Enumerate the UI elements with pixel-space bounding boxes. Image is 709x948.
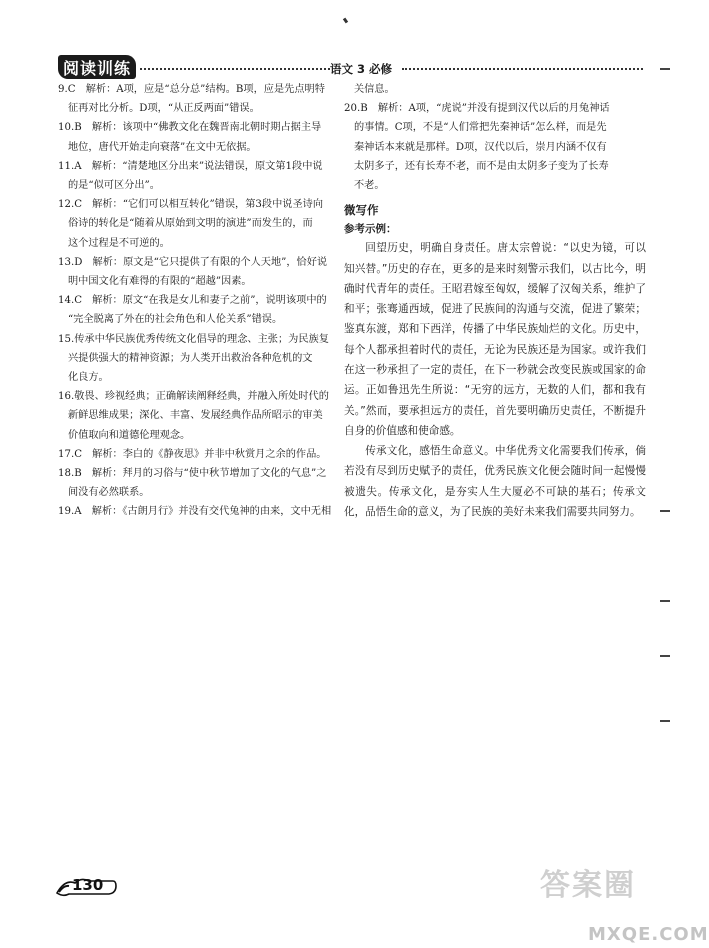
answer-line: 征再对比分析。D项，“从正反两面”错误。 (68, 103, 260, 115)
essay-line: 传承文化，感悟生命意义。中华优秀文化需要我们传 (365, 445, 614, 458)
answer-line: 16.敬畏、珍视经典；正确解读阐释经典，并融入所处时代的 (58, 391, 329, 403)
header-dotted-rule-right (402, 68, 643, 70)
essay-line: 先要明确历史责任，不断提升自身的价值感和使命感。 (344, 404, 647, 437)
answer-line: 明中国文化有难得的有限的“超越”因素。 (68, 276, 252, 288)
answer-item (344, 80, 646, 99)
answer-item (344, 99, 646, 195)
section-badge: 阅读训练 (58, 55, 136, 79)
scan-mark (343, 18, 348, 24)
watermark-url: MXQE.COM (588, 924, 709, 945)
answer-item (58, 330, 336, 388)
edge-mark (660, 720, 670, 722)
answer-item (58, 80, 336, 118)
answer-line: 关信息。 (354, 84, 395, 95)
essay-line: 基石；传承文化，品悟生命的意义，为了民族的美好未来我们 (344, 485, 647, 519)
answer-line: 17.C 解析：李白的《静夜思》并非中秋赏月之余的作品。 (58, 448, 327, 460)
left-column (58, 80, 336, 522)
essay-line: 需要共同努力。 (566, 506, 641, 519)
answer-line: “完全脱离了外在的社会角色和人伦关系”错误。 (68, 314, 283, 326)
answer-line: 9.C 解析：A项，应是“总分总”结构。B项，应是先点明特 (58, 84, 325, 95)
answer-line: 不老。 (354, 180, 385, 192)
answer-line: 12.C 解析：“它们可以相互转化”错误，第3段中说圣诗向 (58, 199, 324, 211)
edge-mark (660, 510, 670, 512)
essay-line: 以知兴替。”历史的存在，更多的是来时刻警示我们，以古 (344, 242, 646, 275)
micro-writing-title: 微写作 (344, 203, 379, 218)
answer-line: 俗诗的转化是“随着从原始到文明的演进”而发生的，而 (68, 218, 313, 230)
watermark-logo (540, 860, 709, 945)
answer-line: 地位，唐代开始走向衰落”在文中无依据。 (68, 141, 257, 153)
essay-line: 促进了繁荣；鉴真东渡，郑和下西洋，传播了中华民族灿烂的 (344, 303, 647, 336)
answer-line: 兴提供强大的精神资源；为人类开出救治各种危机的文 (68, 352, 313, 364)
essay-line: 承，倘若没有尽到历史赋予的责任，优秀民族文化便会随时 (344, 445, 647, 478)
answer-list-right (344, 80, 646, 195)
essay-line: 比今，明确时代青年的责任。王昭君嫁至匈奴，缓解了汉匈关 (344, 262, 647, 295)
watermark-logo-text: 答案圈 (540, 868, 636, 903)
edge-mark (660, 655, 670, 657)
reference-example-label: 参考示例： (344, 223, 397, 236)
answer-line: 化良方。 (68, 372, 109, 384)
answer-item (58, 502, 336, 521)
essay-line: 方，无数的人们，都和我有关。”然而，要承担远方的责任，首 (344, 384, 646, 417)
edge-mark (660, 600, 670, 602)
answer-line: 新鲜思维成果；深化、丰富、发展经典作品所昭示的审美 (68, 410, 323, 422)
answer-line: 间没有必然联系。 (68, 487, 150, 499)
essay-line: 为国家。或许我们在这一秒承担了一定的责任，在下一秒就 (344, 343, 647, 376)
answer-item (58, 464, 336, 502)
answer-item (58, 387, 336, 445)
essay-line: 文化。历史中，每个人都承担着时代的责任，无论为民族还是 (344, 323, 647, 356)
answer-line: 10.B 解析：该项中“佛教文化在魏晋南北朝时期占据主导 (58, 122, 322, 134)
answer-item (58, 445, 336, 464)
answer-line: 15.传承中华民族优秀传统文化倡导的理念、主张；为民族复 (58, 333, 329, 345)
answer-item (58, 291, 336, 329)
page-number: 130 (72, 876, 104, 894)
answer-line: 11.A 解析：“清楚地区分出来”说法错误，原文第1段中说 (58, 160, 323, 172)
answer-line: 太阴多子，还有长寿不老，而不是由太阴多子变为了长寿 (354, 160, 609, 172)
answer-item (58, 253, 336, 291)
answer-line: 的事情。C项，不是“人们常把先秦神话”怎么样，而是先 (354, 122, 607, 134)
essay-body (344, 238, 646, 522)
answer-line: 20.B 解析：A项，“虎说”并没有提到汉代以后的月兔神话 (344, 103, 610, 115)
answer-line: 的是“似可区分出”。 (68, 180, 160, 192)
page-number-badge (55, 873, 117, 899)
answer-line: 19.A 解析：《古朗月行》并没有交代兔神的由来，文中无相 (58, 506, 332, 518)
answer-item (58, 157, 336, 195)
essay-line: 会改变民族或国家的命运。正如鲁迅先生所说：“无穷的远 (344, 364, 647, 397)
edge-mark (660, 68, 670, 70)
answer-line: 14.C 解析：原文“在我是女儿和妻子之前”，说明该项中的 (58, 295, 327, 307)
essay-paragraph (344, 238, 646, 441)
answer-line: 13.D 解析：原文是“它只提供了有限的个人天地”，恰好说 (58, 256, 328, 268)
answer-line: 价值取向和道德伦理观念。 (68, 429, 191, 441)
header-dotted-rule-left (140, 68, 330, 70)
answer-line: 这个过程是不可逆的。 (68, 237, 170, 249)
essay-line: 系，维护了和平；张骞通西域，促进了民族间的沟通与交流， (344, 282, 646, 316)
essay-line: 间一起慢慢被遗失。传承文化，是夯实人生大厦必不可缺的 (344, 465, 646, 498)
essay-line: 回望历史，明确自身责任。唐太宗曾说：“以史为镜，可 (365, 242, 636, 255)
header-subject: 语文 3 必修 (330, 62, 393, 76)
essay-paragraph (344, 441, 646, 522)
answer-line: 秦神话本来就是那样。D项，汉代以后，崇月内涵不仅有 (354, 141, 607, 153)
answer-line: 18.B 解析：拜月的习俗与“使中秋节增加了文化的气息”之 (58, 468, 327, 480)
right-column (344, 80, 646, 522)
answer-item (58, 195, 336, 253)
answer-item (58, 118, 336, 156)
